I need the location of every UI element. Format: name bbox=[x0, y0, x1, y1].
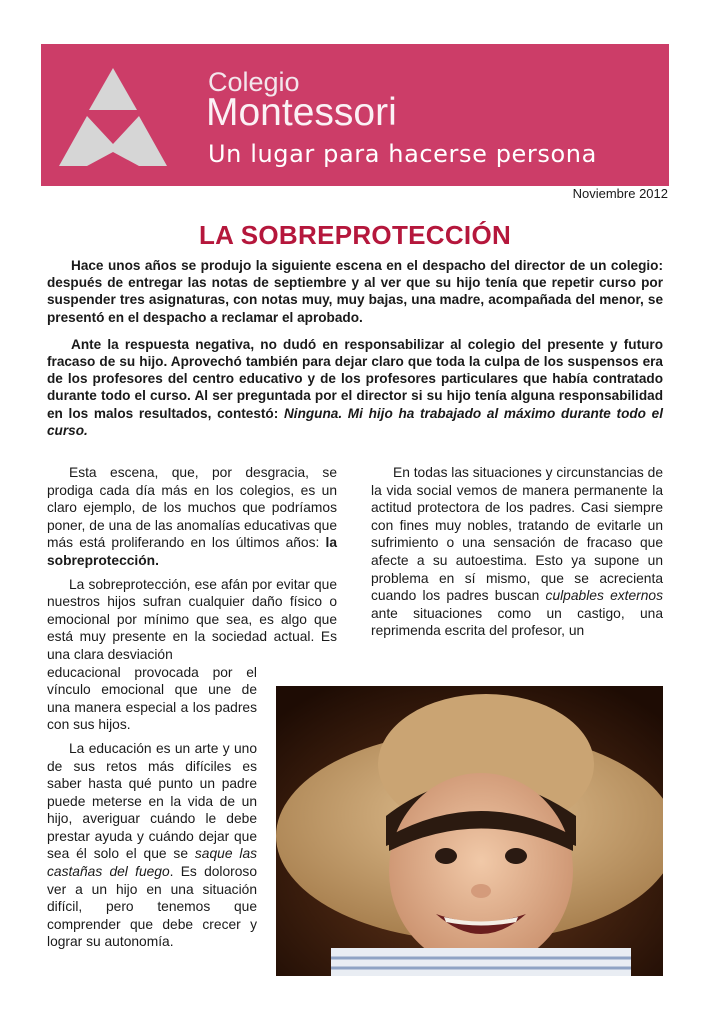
brand-name: Montessori bbox=[206, 91, 397, 134]
child-photo bbox=[276, 686, 663, 976]
header-banner bbox=[41, 44, 669, 186]
mother-quote: Ninguna. Mi hijo ha trabajado al máximo durante todo el curso. bbox=[47, 405, 664, 438]
term-italic: culpables externos bbox=[545, 588, 663, 604]
right-column bbox=[371, 464, 663, 646]
article-intro bbox=[47, 257, 663, 449]
key-term: la sobreprotección. bbox=[47, 535, 337, 568]
intro-paragraph-2: Ante la respuesta negativa, no dudó en responsabilizar al colegio del presente y futuro fracaso de su hijo. Aprovechó también para dejar claro que toda la culpa de los suspensos era de los profesores del centro educativo y de los profesores particulares que había contratado durante todo el curso. Al ser preguntada por el director si su hijo tenía alguna responsabilidad en los malos resultados, contestó: Ninguna. Mi hijo ha trabajado al máximo durante todo el curso. bbox=[47, 336, 664, 438]
child-with-hat-image bbox=[276, 686, 663, 976]
article-title: LA SOBREPROTECCIÓN bbox=[198, 220, 512, 250]
left-paragraph-2-cont: educacional provocada por el vínculo emocional que une de una manera especial a los padres con sus hijos. bbox=[47, 664, 257, 733]
right-paragraph-1: En todas las situaciones y circunstancias de la vida social vemos de manera permanente la actitud protectora de los padres. Casi siempre con fines muy nobles, tratando de evitarle un sufrimiento o una sensación de fracaso que afecte a su autoestima. Esto ya supone un problema en sí mismo, que se acrecienta cuando los padres buscan culpables externos ante situaciones como un castigo, una reprimenda escrita del profesor, un bbox=[371, 465, 663, 639]
intro-paragraph-1: Hace unos años se produjo la siguiente escena en el despacho del director de un colegio: después de entregar las notas de septiembre y al ver que su hijo tenía que repetir curso por suspender tres asignaturas, con notas muy, muy bajas, una madre, acompañada del menor, se presentó en el despacho a reclamar el aprobado. bbox=[47, 258, 663, 325]
issue-date: Noviembre 2012 bbox=[572, 186, 668, 201]
left-paragraph-2: La sobreprotección, ese afán por evitar que nuestros hijos sufran cualquier daño físico o emocional por mínimo que sea, es algo que está muy presente en la sociedad actual. Es una clara desviación bbox=[47, 576, 337, 662]
left-paragraph-1: Esta escena, que, por desgracia, se prodiga cada día más en los colegios, es un claro ejemplo, de los muchos que podríamos poner, de una de las anomalías educativas que más está proliferando en los últimos años: la sobreprotección. bbox=[47, 465, 337, 568]
brand-tagline: Un lugar para hacerse persona bbox=[208, 140, 597, 168]
idiom-italic: saque las castañas del fuego bbox=[47, 846, 258, 880]
brand-college: Colegio bbox=[208, 67, 300, 97]
left-paragraph-3: La educación es un arte y uno de sus retos más difíciles es saber hasta qué punto un padre puede meterse en la vida de un hijo, averiguar cuándo le debe prestar ayuda y cuándo dejar que sea él solo el que se saque las castañas del fuego. Es doloroso ver a un hijo en una situación difícil, pero tenemos que comprender que debe crecer y lograr su autonomía. bbox=[47, 740, 258, 950]
montessori-logo-icon bbox=[57, 66, 169, 166]
